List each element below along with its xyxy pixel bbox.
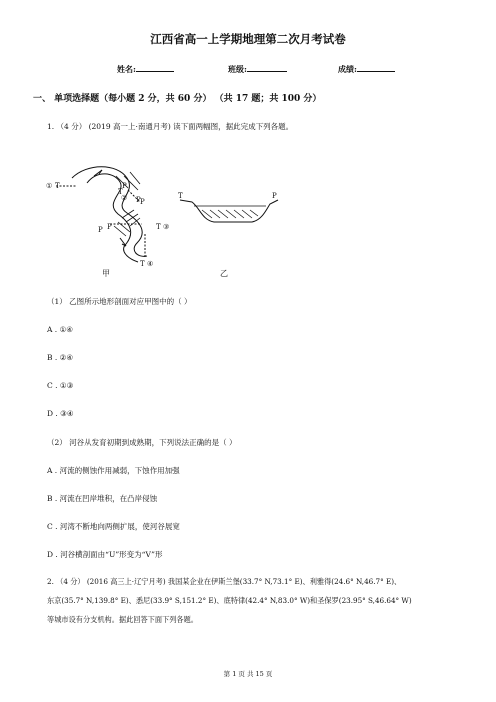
label-p-2: P: [136, 196, 141, 204]
option-1-1-d[interactable]: D . ③④: [47, 409, 74, 418]
label-t-3: T: [156, 223, 161, 231]
label-p-3: P: [98, 226, 103, 234]
option-1-2-c[interactable]: C . 河湾不断地向两侧扩展，使河谷展宽: [47, 522, 180, 531]
name-label: 姓名:: [117, 64, 136, 74]
option-1-1-c[interactable]: C . ①③: [47, 381, 74, 390]
score-label: 成绩:: [338, 64, 357, 74]
label-t-2: T: [118, 188, 123, 196]
question-2-line-1: 2. （4 分） (2016 高三上·辽宁月考) 我国某企业在伊斯兰堡(33.7° N,73.1° E)、利雅得(24.6° N,46.7° E)、: [47, 577, 402, 586]
label-yi-t: T: [178, 192, 183, 200]
section-heading: 一、 单项选择题（每小题 2 分，共 60 分） （共 17 题；共 100 分）: [33, 94, 322, 104]
label-yi-p: P: [272, 192, 277, 200]
label-jia: 甲: [102, 269, 110, 278]
label-p-4: P: [107, 223, 112, 231]
label-t-4: T: [140, 260, 145, 268]
option-1-1-a[interactable]: A . ①④: [47, 325, 74, 334]
class-field[interactable]: [228, 63, 287, 75]
label-p-1: P: [122, 182, 127, 190]
option-1-1-b[interactable]: B . ②④: [47, 353, 74, 362]
label-yi: 乙: [220, 269, 228, 278]
question-1-sub-1-stem: （1） 乙图所示地形剖面对应甲图中的（ ）: [47, 297, 192, 306]
class-blank[interactable]: [247, 63, 287, 72]
river-figure: [42, 158, 282, 278]
label-circle-2: ②: [121, 194, 128, 202]
figure-jia: [56, 167, 147, 262]
class-label: 班级:: [228, 64, 247, 74]
label-circle-3: ③: [163, 223, 170, 231]
figure-yi: [180, 200, 278, 222]
figure-yi-labels: [178, 192, 277, 278]
label-p-5: P: [140, 198, 145, 206]
question-1-stem: 1. （4 分） (2019 高一上·南通月考) 读下面两幅图，据此完成下列各题。: [47, 122, 294, 131]
label-t-1: T: [55, 182, 60, 190]
option-1-2-d[interactable]: D . 河谷横剖面由“U”形变为“V”形: [47, 550, 163, 559]
name-field[interactable]: [117, 63, 174, 75]
page-footer: 第 1 页 共 15 页: [223, 670, 273, 678]
option-1-2-a[interactable]: A . 河流的侧蚀作用减弱，下蚀作用加强: [47, 466, 180, 475]
question-2-line-3: 等城市设有分支机构。据此回答下面下列各题。: [47, 615, 198, 624]
page-title: 江西省高一上学期地理第二次月考试卷: [150, 32, 346, 46]
score-blank[interactable]: [357, 63, 395, 72]
name-blank[interactable]: [136, 63, 174, 72]
question-1-sub-2-stem: （2） 河谷从发育初期到成熟期，下列说法正确的是（ ）: [47, 438, 237, 447]
label-circle-4: ④: [147, 260, 154, 268]
figure-jia-labels: [46, 182, 169, 278]
question-2-line-2: 东京(35.7° N,139.8° E)、悉尼(33.9° S,151.2° E)、底特律(42.4° N,83.0° W)和圣保罗(23.95° S,46.64° W): [47, 596, 412, 605]
score-field[interactable]: [338, 63, 395, 75]
option-1-2-b[interactable]: B . 河流在凹岸堆积，在凸岸侵蚀: [47, 494, 158, 503]
label-circle-1: ①: [46, 182, 53, 190]
